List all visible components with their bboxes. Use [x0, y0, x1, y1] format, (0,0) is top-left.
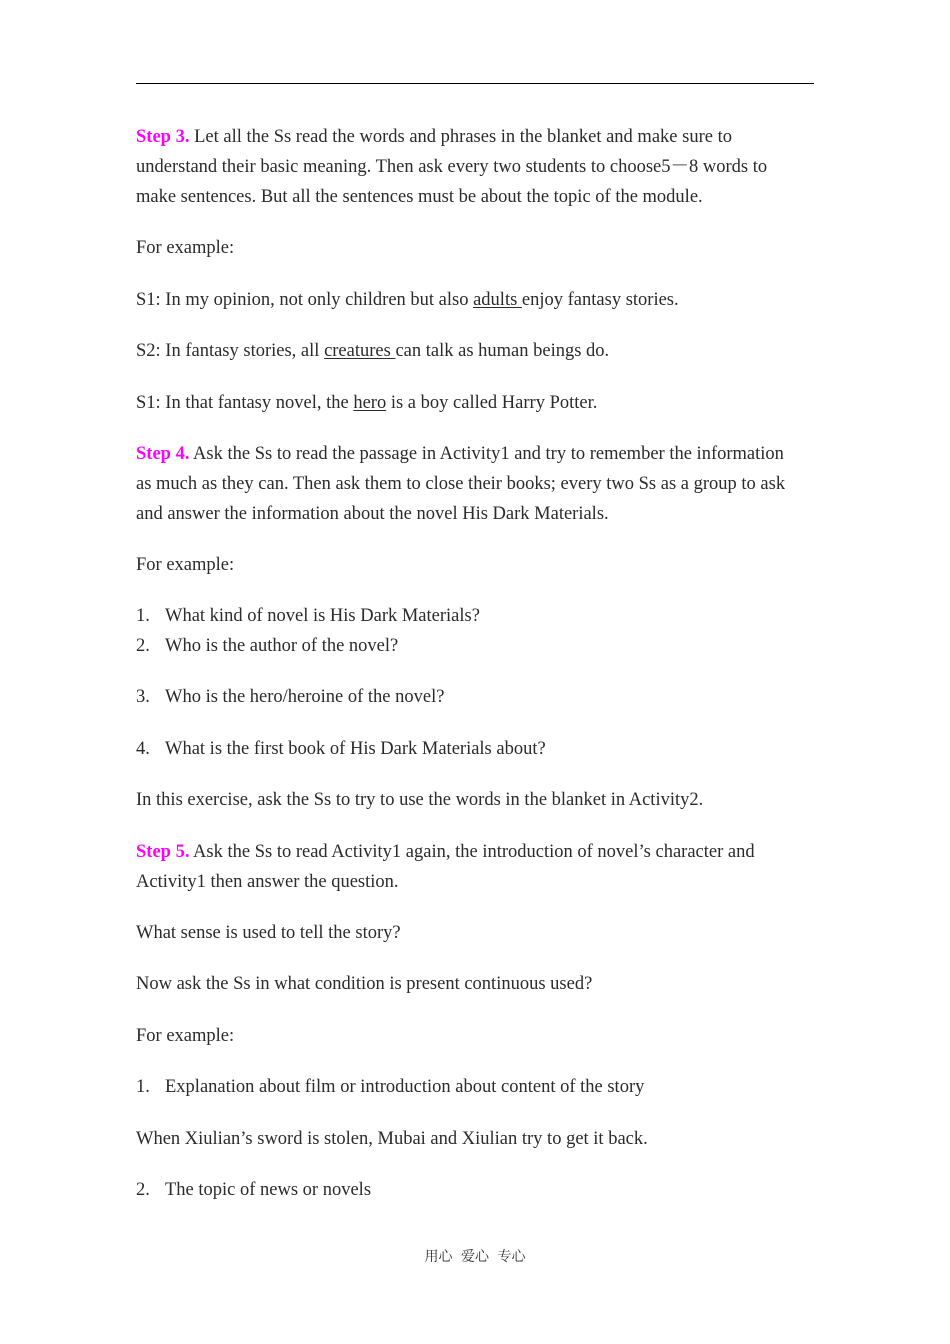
question-sense: What sense is used to tell the story?	[136, 923, 401, 943]
step3-line-2: understand their basic meaning. Then ask every two students to choose5－8 words to	[136, 157, 768, 177]
step5-line-2: Activity1 then answer the question.	[136, 872, 399, 892]
example-label-2: For example:	[136, 555, 235, 575]
step3-label: Step 3.	[136, 127, 190, 147]
step4-line-1: Step 4. Ask the Ss to read the passage in Activity1 and try to remember the information	[136, 444, 784, 464]
step4-line-3: and answer the information about the novel His Dark Materials.	[136, 504, 609, 524]
underlined-word-adults: adults	[473, 290, 522, 310]
page-footer: 用心 爱心 专心	[424, 1249, 526, 1265]
question-item: 3. Who is the hero/heroine of the novel?	[136, 687, 445, 707]
sentence-s1-adults: S1: In my opinion, not only children but also adults enjoy fantasy stories.	[136, 290, 679, 310]
question-item: 2. Who is the author of the novel?	[136, 636, 399, 656]
step4-label: Step 4.	[136, 444, 190, 464]
sentence-s2-creatures: S2: In fantasy stories, all creatures can talk as human beings do.	[136, 341, 610, 361]
condition-item: 1. Explanation about film or introduction about content of the story	[136, 1077, 645, 1097]
step5-line-1: Step 5. Ask the Ss to read Activity1 again, the introduction of novel’s character and	[136, 842, 755, 862]
question-condition: Now ask the Ss in what condition is present continuous used?	[136, 974, 593, 994]
header-rule	[136, 83, 814, 84]
underlined-word-hero: hero	[353, 393, 387, 413]
example-label-3: For example:	[136, 1026, 235, 1046]
step3-line-3: make sentences. But all the sentences must be about the topic of the module.	[136, 187, 703, 207]
sentence-s1-hero: S1: In that fantasy novel, the hero is a boy called Harry Potter.	[136, 393, 598, 413]
step4-line-2: as much as they can. Then ask them to close their books; every two Ss as a group to ask	[136, 474, 786, 494]
exercise-note: In this exercise, ask the Ss to try to use the words in the blanket in Activity2.	[136, 790, 704, 810]
step3-line-1: Step 3. Let all the Ss read the words and phrases in the blanket and make sure to	[136, 127, 732, 147]
question-item: 4. What is the first book of His Dark Materials about?	[136, 739, 546, 759]
step5-label: Step 5.	[136, 842, 190, 862]
xiulian-sentence: When Xiulian’s sword is stolen, Mubai and Xiulian try to get it back.	[136, 1129, 648, 1149]
underlined-word-creatures: creatures	[324, 341, 396, 361]
example-label-1: For example:	[136, 238, 235, 258]
condition-item: 2. The topic of news or novels	[136, 1180, 372, 1200]
question-item: 1. What kind of novel is His Dark Materials?	[136, 606, 480, 626]
